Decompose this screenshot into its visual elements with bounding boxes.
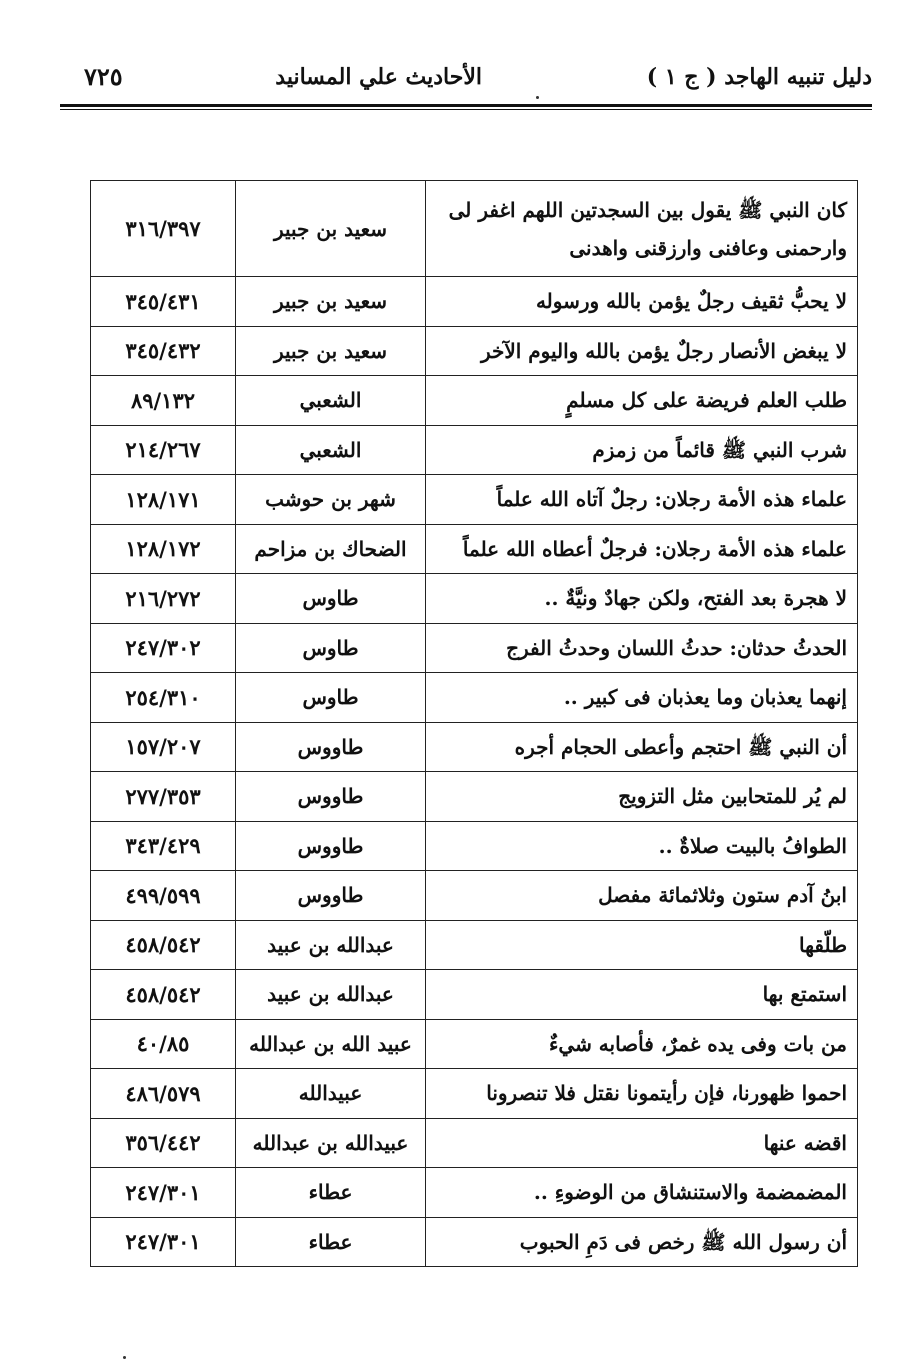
hadith-index-table <box>90 180 858 1267</box>
print-speck <box>123 1356 126 1359</box>
hadith-text-cell: علماء هذه الأمة رجلان: رجلٌ آتاه الله علماً <box>426 475 858 525</box>
page-number: ٧٢٥ <box>84 62 123 91</box>
narrator-cell: الضحاك بن مزاحم <box>236 524 426 574</box>
table-row <box>91 871 858 921</box>
reference-cell: ٤٩٩/٥٩٩ <box>91 871 236 921</box>
reference-cell: ٢٧٧/٣٥٣ <box>91 772 236 822</box>
hadith-text-cell: من بات وفى يده غمرٌ، فأصابه شيءٌ <box>426 1019 858 1069</box>
hadith-text-cell: أن النبي ﷺ احتجم وأعطى الحجام أجره <box>426 722 858 772</box>
reference-cell: ٣٤٥/٤٣١ <box>91 277 236 327</box>
reference-cell: ٣١٦/٣٩٧ <box>91 181 236 277</box>
table-row <box>91 673 858 723</box>
reference-cell: ٤٥٨/٥٤٢ <box>91 970 236 1020</box>
narrator-cell: طاووس <box>236 722 426 772</box>
header-rule-thick <box>60 104 872 107</box>
hadith-text-cell: المضمضمة والاستنشاق من الوضوءِ .. <box>426 1168 858 1218</box>
hadith-text-cell: لا هجرة بعد الفتح، ولكن جهادٌ ونيَّةٌ .. <box>426 574 858 624</box>
hadith-text-cell: لا يبغض الأنصار رجلٌ يؤمن بالله واليوم الآخر <box>426 326 858 376</box>
table-row <box>91 821 858 871</box>
table-row <box>91 326 858 376</box>
print-speck <box>536 96 539 99</box>
reference-cell: ٢٥٤/٣١٠ <box>91 673 236 723</box>
hadith-text-cell: استمتع بها <box>426 970 858 1020</box>
table-row <box>91 722 858 772</box>
hadith-text-cell: كان النبي ﷺ يقول بين السجدتين اللهم اغفر لى وارحمنى وعافنى وارزقنى واهدنى <box>426 181 858 277</box>
table-row <box>91 1118 858 1168</box>
reference-cell: ٣٤٣/٤٢٩ <box>91 821 236 871</box>
table-row <box>91 376 858 426</box>
hadith-text-cell: طلب العلم فريضة على كل مسلمٍ <box>426 376 858 426</box>
table-row <box>91 475 858 525</box>
table-row <box>91 524 858 574</box>
narrator-cell: سعيد بن جبير <box>236 326 426 376</box>
hadith-text-cell: الحدثُ حدثان: حدثُ اللسان وحدثُ الفرج <box>426 623 858 673</box>
hadith-text-cell: طلّقها <box>426 920 858 970</box>
table-row <box>91 1069 858 1119</box>
hadith-text-cell: الطوافُ بالبيت صلاةٌ .. <box>426 821 858 871</box>
reference-cell: ٤٨٦/٥٧٩ <box>91 1069 236 1119</box>
table-row <box>91 277 858 327</box>
reference-cell: ٢٤٧/٣٠٢ <box>91 623 236 673</box>
narrator-cell: الشعبي <box>236 425 426 475</box>
section-title: الأحاديث علي المسانيد <box>275 64 482 90</box>
narrator-cell: سعيد بن جبير <box>236 277 426 327</box>
reference-cell: ١٢٨/١٧٢ <box>91 524 236 574</box>
hadith-text-cell: شرب النبي ﷺ قائماً من زمزم <box>426 425 858 475</box>
narrator-cell: طاووس <box>236 821 426 871</box>
reference-cell: ٢١٦/٢٧٢ <box>91 574 236 624</box>
header-rule-thin <box>60 109 872 110</box>
narrator-cell: شهر بن حوشب <box>236 475 426 525</box>
narrator-cell: طاووس <box>236 871 426 921</box>
reference-cell: ٤٥٨/٥٤٢ <box>91 920 236 970</box>
table-row <box>91 920 858 970</box>
narrator-cell: عبدالله بن عبيد <box>236 970 426 1020</box>
hadith-text-cell: لم يُر للمتحابين مثل التزويج <box>426 772 858 822</box>
narrator-cell: عبيدالله <box>236 1069 426 1119</box>
reference-cell: ٢١٤/٢٦٧ <box>91 425 236 475</box>
table-row <box>91 623 858 673</box>
table-row <box>91 1168 858 1218</box>
reference-cell: ٢٤٧/٣٠١ <box>91 1168 236 1218</box>
table-row <box>91 970 858 1020</box>
table-row <box>91 772 858 822</box>
reference-cell: ٨٩/١٣٢ <box>91 376 236 426</box>
narrator-cell: سعيد بن جبير <box>236 181 426 277</box>
page-header <box>60 58 872 98</box>
hadith-text-cell: علماء هذه الأمة رجلان: فرجلٌ أعطاه الله علماً <box>426 524 858 574</box>
narrator-cell: عبيدالله بن عبدالله <box>236 1118 426 1168</box>
hadith-text-cell: لا يحبُّ ثقيف رجلٌ يؤمن بالله ورسوله <box>426 277 858 327</box>
reference-cell: ٣٥٦/٤٤٢ <box>91 1118 236 1168</box>
hadith-text-cell: أن رسول الله ﷺ رخص فى دَمِ الحبوب <box>426 1217 858 1267</box>
hadith-text-cell: إنهما يعذبان وما يعذبان فى كبير .. <box>426 673 858 723</box>
reference-cell: ٤٠/٨٥ <box>91 1019 236 1069</box>
narrator-cell: طاوس <box>236 673 426 723</box>
narrator-cell: طاووس <box>236 772 426 822</box>
table-row <box>91 1217 858 1267</box>
narrator-cell: عبيد الله بن عبدالله <box>236 1019 426 1069</box>
book-title: دليل تنبيه الهاجد ( ج ١ ) <box>646 64 872 90</box>
hadith-text-cell: احموا ظهورنا، فإن رأيتمونا نقتل فلا تنصرونا <box>426 1069 858 1119</box>
table-row <box>91 574 858 624</box>
hadith-text-cell: اقضه عنها <box>426 1118 858 1168</box>
reference-cell: ٣٤٥/٤٣٢ <box>91 326 236 376</box>
reference-cell: ١٥٧/٢٠٧ <box>91 722 236 772</box>
narrator-cell: طاوس <box>236 623 426 673</box>
narrator-cell: الشعبي <box>236 376 426 426</box>
table-row <box>91 425 858 475</box>
reference-cell: ٢٤٧/٣٠١ <box>91 1217 236 1267</box>
narrator-cell: عطاء <box>236 1217 426 1267</box>
hadith-text-cell: ابنُ آدم ستون وثلاثمائة مفصل <box>426 871 858 921</box>
reference-cell: ١٢٨/١٧١ <box>91 475 236 525</box>
table-row <box>91 181 858 277</box>
narrator-cell: عطاء <box>236 1168 426 1218</box>
table-row <box>91 1019 858 1069</box>
narrator-cell: طاوس <box>236 574 426 624</box>
narrator-cell: عبدالله بن عبيد <box>236 920 426 970</box>
